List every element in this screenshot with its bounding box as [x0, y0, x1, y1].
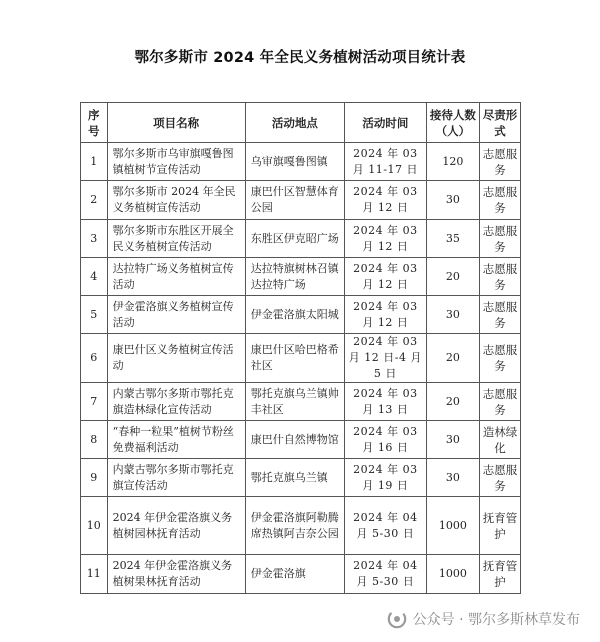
cell-no: 3 — [81, 220, 108, 258]
table-row — [81, 555, 521, 594]
cell-form: 志愿服务 — [480, 296, 521, 334]
cell-time: 2024 年 03 月 19 日 — [344, 459, 426, 497]
table-row — [81, 181, 521, 220]
cell-time: 2024 年 03 月 12 日 — [344, 181, 426, 220]
table-row — [81, 220, 521, 258]
cell-count: 20 — [426, 334, 479, 383]
cell-place: 康巴什区智慧体育公园 — [245, 181, 344, 220]
cell-name: 内蒙古鄂尔多斯市鄂托克旗宣传活动 — [107, 459, 245, 497]
cell-no: 2 — [81, 181, 108, 220]
project-statistics-table — [80, 102, 521, 594]
cell-count: 30 — [426, 181, 479, 220]
cell-form: 志愿服务 — [480, 459, 521, 497]
table-row — [81, 334, 521, 383]
cell-place: 乌审旗嘎鲁图镇 — [245, 143, 344, 181]
cell-form: 志愿服务 — [480, 143, 521, 181]
cell-form: 志愿服务 — [480, 220, 521, 258]
cell-place: 鄂托克旗乌兰镇 — [245, 459, 344, 497]
cell-name: 内蒙古鄂尔多斯市鄂托克旗造林绿化宣传活动 — [107, 383, 245, 421]
cell-time: 2024 年 04 月 5-30 日 — [344, 555, 426, 594]
cell-count: 1000 — [426, 497, 479, 555]
cell-form: 志愿服务 — [480, 383, 521, 421]
cell-time: 2024 年 03 月 13 日 — [344, 383, 426, 421]
cell-place: 东胜区伊克昭广场 — [245, 220, 344, 258]
cell-form: 志愿服务 — [480, 334, 521, 383]
page-title: 鄂尔多斯市 2024 年全民义务植树活动项目统计表 — [134, 50, 466, 66]
cell-no: 6 — [81, 334, 108, 383]
cell-time: 2024 年 04 月 5-30 日 — [344, 497, 426, 555]
cell-no: 1 — [81, 143, 108, 181]
cell-no: 8 — [81, 421, 108, 459]
cell-count: 20 — [426, 383, 479, 421]
table-header-row — [81, 103, 521, 143]
table-row — [81, 258, 521, 296]
cell-name: 达拉特广场义务植树宣传活动 — [107, 258, 245, 296]
header-no: 序号 — [81, 103, 108, 143]
watermark-text: 公众号 · 鄂尔多斯林草发布 — [412, 612, 580, 628]
cell-count: 30 — [426, 459, 479, 497]
cell-no: 5 — [81, 296, 108, 334]
cell-count: 30 — [426, 421, 479, 459]
table-row — [81, 459, 521, 497]
cell-time: 2024 年 03 月 16 日 — [344, 421, 426, 459]
cell-count: 30 — [426, 296, 479, 334]
cell-form: 抚育管护 — [480, 497, 521, 555]
cell-place: 鄂托克旗乌兰镇帅丰社区 — [245, 383, 344, 421]
cell-no: 10 — [81, 497, 108, 555]
cell-name: “春种一粒果”植树节粉丝免费福利活动 — [107, 421, 245, 459]
table-row — [81, 421, 521, 459]
cell-name: 鄂尔多斯市东胜区开展全民义务植树宣传活动 — [107, 220, 245, 258]
cell-form: 抚育管护 — [480, 555, 521, 594]
cell-place: 伊金霍洛旗太阳城 — [245, 296, 344, 334]
cell-name: 伊金霍洛旗义务植树宣传活动 — [107, 296, 245, 334]
cell-no: 9 — [81, 459, 108, 497]
cell-time: 2024 年 03 月 11-17 日 — [344, 143, 426, 181]
table-row — [81, 143, 521, 181]
header-count: 接待人数（人） — [426, 103, 479, 143]
header-place: 活动地点 — [245, 103, 344, 143]
cell-no: 11 — [81, 555, 108, 594]
cell-count: 1000 — [426, 555, 479, 594]
cell-place: 伊金霍洛旗 — [245, 555, 344, 594]
cell-name: 鄂尔多斯市乌审旗嘎鲁图镇植树节宣传活动 — [107, 143, 245, 181]
header-time: 活动时间 — [344, 103, 426, 143]
cell-time: 2024 年 03 月 12 日 — [344, 296, 426, 334]
header-form: 尽责形式 — [480, 103, 521, 143]
cell-name: 2024 年伊金霍洛旗义务植树园林抚育活动 — [107, 497, 245, 555]
cell-form: 志愿服务 — [480, 181, 521, 220]
cell-form: 志愿服务 — [480, 258, 521, 296]
cell-place: 达拉特旗树林召镇达拉特广场 — [245, 258, 344, 296]
table-row — [81, 497, 521, 555]
header-name: 项目名称 — [107, 103, 245, 143]
watermark — [387, 609, 580, 629]
cell-no: 7 — [81, 383, 108, 421]
cell-time: 2024 年 03 月 12 日-4 月 5 日 — [344, 334, 426, 383]
cell-count: 120 — [426, 143, 479, 181]
cell-name: 2024 年伊金霍洛旗义务植树果林抚育活动 — [107, 555, 245, 594]
table-row — [81, 383, 521, 421]
wechat-official-account-icon — [387, 609, 407, 629]
cell-no: 4 — [81, 258, 108, 296]
cell-count: 20 — [426, 258, 479, 296]
cell-place: 康巴什自然博物馆 — [245, 421, 344, 459]
cell-time: 2024 年 03 月 12 日 — [344, 220, 426, 258]
table-row — [81, 296, 521, 334]
cell-place: 康巴什区哈巴格希社区 — [245, 334, 344, 383]
cell-form: 造林绿化 — [480, 421, 521, 459]
cell-place: 伊金霍洛旗阿勒腾席热镇阿吉奈公园 — [245, 497, 344, 555]
cell-count: 35 — [426, 220, 479, 258]
cell-name: 康巴什区义务植树宣传活动 — [107, 334, 245, 383]
cell-time: 2024 年 03 月 12 日 — [344, 258, 426, 296]
cell-name: 鄂尔多斯市 2024 年全民义务植树宣传活动 — [107, 181, 245, 220]
